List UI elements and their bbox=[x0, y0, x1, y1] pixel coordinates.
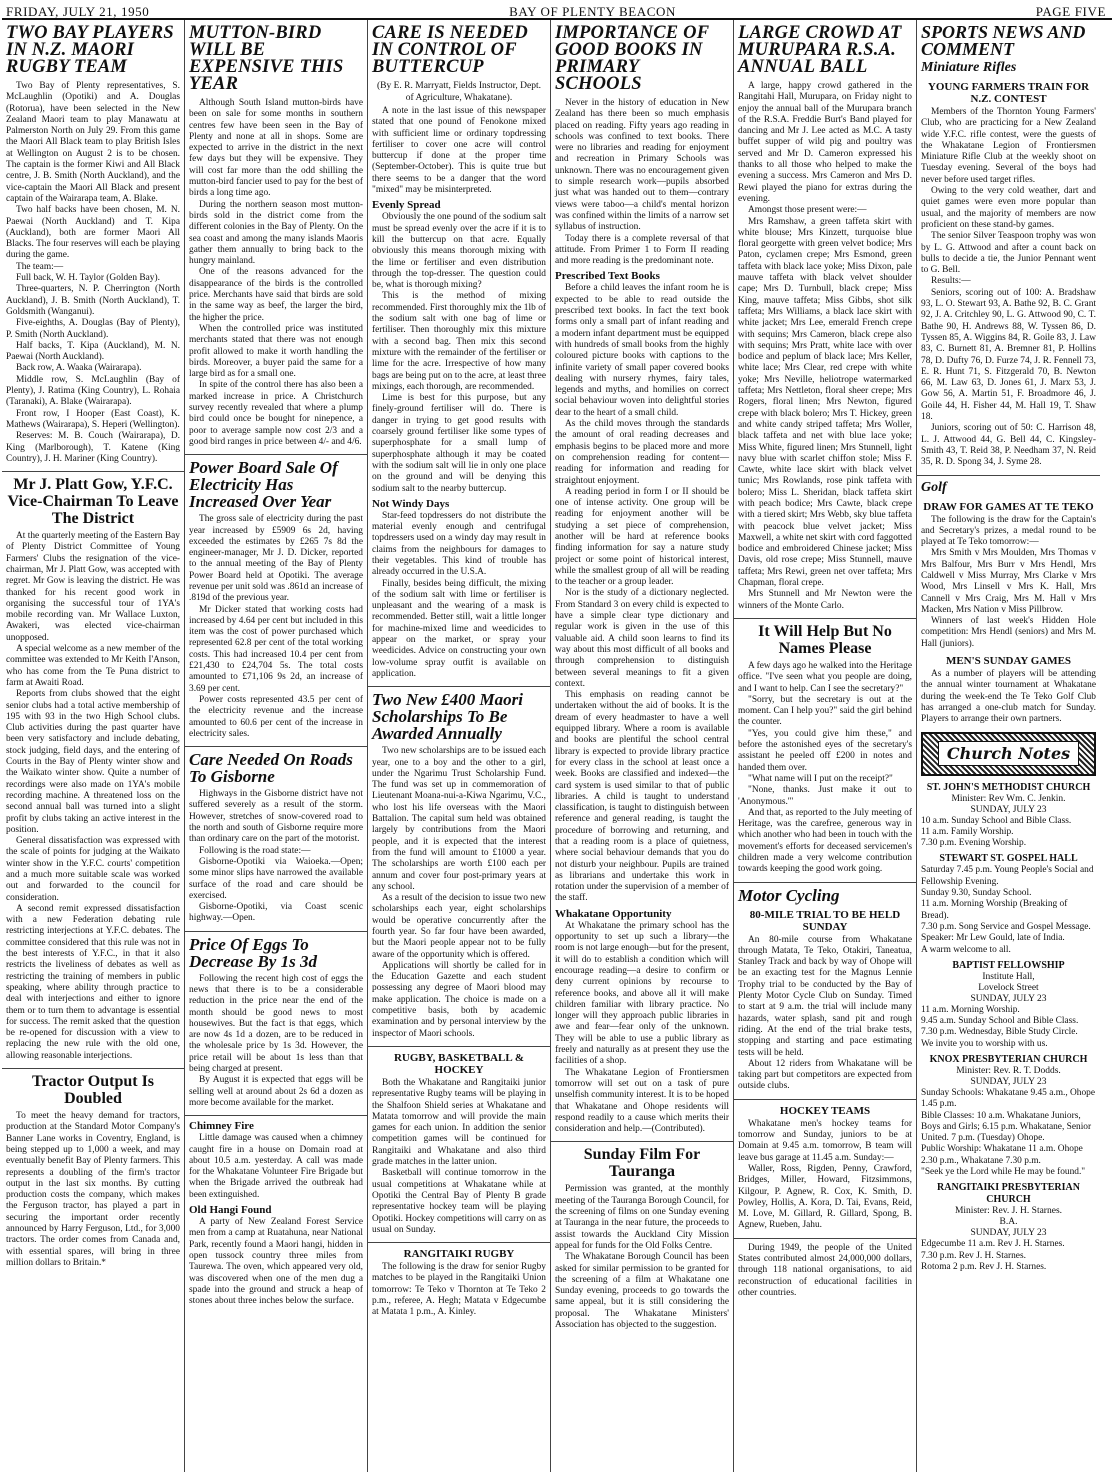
masthead-page-number: PAGE FIVE bbox=[1035, 4, 1106, 19]
article-te-teko-draw bbox=[921, 515, 1096, 651]
church-gospel-hall: STEWART ST. GOSPEL HALL bbox=[939, 853, 1078, 865]
paragraph: Front row, I Hooper (East Coast), K. Mathews (Wairarapa), S. Heperi (Wellington). bbox=[6, 408, 180, 430]
church-service-line: 11 a.m. Morning Worship (Breaking of Bread). bbox=[921, 899, 1068, 921]
article-chimney-fire bbox=[189, 1133, 363, 1201]
paragraph: Members of the Thornton Young Farmers' Club, who are practicing for a New Zealand wide Y.F.C. rifle contest, were the guests of the Whakatane Legion of Frontiersmen Miniature Rifle Club at the weekly shoot on Tuesday evening. Several of the boys had never before used target rifles. bbox=[921, 107, 1096, 185]
church-service-line: A warm welcome to all. bbox=[921, 944, 1011, 955]
church-service-line: Rotoma 2 p.m. Rev J. H. Starnes. bbox=[921, 1261, 1047, 1272]
headline-platt-gow: Mr J. Platt Gow, Y.F.C. Vice-Chairman To Leave The District bbox=[7, 476, 179, 528]
paragraph: Reports from clubs showed that the eight senior clubs had a total active membership of 195 with 93 in the two High School clubs. Club activities during the past quarter have been very satisfactory and include debating, stock judging, field days, and the entering of Courts in the Bay of Plenty winter show and the Waikato winter show. Quite a number of recordings were also made on 1YA's mobile recording machine. A threatened loss on the second annual ball was turned into a slight profit by clubs taking an active interest in the position. bbox=[6, 689, 180, 835]
church-service-line: 9.45 a.m. Sunday School and Bible Class. bbox=[921, 1016, 1079, 1027]
article-motor-cycling bbox=[738, 935, 912, 1093]
article-maori-rugby bbox=[6, 81, 180, 465]
paragraph: As a number of players will be attending the annual winter tournament at Whakatane during the week-end the Te Teko Golf Club has arranged a one-club match for Sunday. Players to arrange their own partners. bbox=[921, 669, 1096, 725]
paragraph: And that, as reported to the July meeting of Heritage, was the carefree, generous way in which another who had been in touch with the movement's efforts for deceased servicemen's children made a very welcome contribution towards keeping the good work going. bbox=[738, 807, 912, 875]
paragraph: Permission was granted, at the monthly meeting of the Tauranga Borough Council, for the screening of films on one Sunday evening at Tauranga in the near future, the proceeds to assist towards the Auckland City Mission appeal for funds for the Old Folks Centre. bbox=[555, 1184, 729, 1251]
column-rule bbox=[185, 454, 367, 455]
paragraph: Waller, Ross, Rigden, Penny, Crawford, Bridges, Miller, Howard, Fitzsimmons, Kilgour, P. Agnew, R. Cox, K. Smith, D. Powley, Hollis, A. Kora, D. Tai, Evans, Reid, M. Love, M. Gillard, R. Gillard, Spong, B. Agnew, Rueben, Jahu. bbox=[738, 1163, 912, 1231]
church-detail-line: SUNDAY, JULY 23 bbox=[970, 993, 1047, 1004]
headline-maori-scholarships: Two New £400 Maori Scholarships To Be Awarded Annually bbox=[372, 690, 523, 744]
article-no-names bbox=[738, 661, 912, 876]
column-rule bbox=[734, 1099, 916, 1100]
church-detail-line: SUNDAY, JULY 23 bbox=[970, 1228, 1047, 1239]
paragraph: Two Bay of Plenty representatives, S. McLaughlin (Opotiki) and A. Douglas (Rotorua), have been selected in the New Zealand Maori team to play Manawatu at Palmerston North on July 29. From this game the Maori All Black team to play British Isles at Wellington on August 2 is to be chosen. The captain is the former Kiwi and All Black centre, J. B. Smith (North Auckland), and the vice-captain the Maori All Black and present captain of the Wairarapa team, A. Blake. bbox=[6, 81, 180, 204]
paragraph: To meet the heavy demand for tractors, production at the Standard Motor Company's Banner Lane works in Coventry, England, is being stepped up to 1,000 a week, and may eventually benefit Bay of Plenty farmers. This represents a doubling of the firm's tractor output in the last six months. By cutting production costs the company, which makes the Ferguson tractor, has played a part in securing the important order recently announced by Harry Ferguson, Ltd., for 3,000 tractors. The order comes from Canada and, with essential spares, will bring in three million dollars to Britain.* bbox=[6, 1111, 180, 1268]
paragraph: Gisborne-Opotiki via Waioeka.—Open; some minor slips have narrowed the available surface of the road and care should be exercised. bbox=[189, 856, 363, 901]
paragraph: As the child moves through the standards the amount of oral reading decreases and emphasis begins to be placed more and more on comprehension reading for content—reading for information and reading for straightout enjoyment. bbox=[555, 419, 729, 486]
column-1 bbox=[2, 20, 185, 1472]
subhead-80-mile-trial: 80-MILE TRIAL TO BE HELD SUNDAY bbox=[749, 908, 901, 933]
paragraph: The Whakatane Legion of Frontiersmen tomorrow will set out on a task of pure unselfish community interest. It is to be hoped that Whakatane and Ohope residents will respond readily to a cause which merits their consideration and help.—(Contributed). bbox=[555, 1067, 729, 1135]
paragraph: A large, happy crowd gathered in the Rangitahi Hall, Murupara, on Friday night to enjoy the annual ball of the Murupara branch of the R.S.A. Freddie Burt's Band played for dancing and Mr J. Lee acted as M.C. A tasty buffet supper of wild pig and poultry was served and Mr D. Cameron expressed his thanks to all those who helped to make the evening a success. Mrs Cameron and Mrs D. Rewi played the piano for extras during the evening. bbox=[738, 81, 912, 204]
column-rule bbox=[368, 1242, 550, 1243]
paragraph: Three-quarters, N. P. Cherrington (North Auckland), J. B. Smith (North Auckland), T. Goldsmith (Wanganui). bbox=[6, 284, 180, 317]
church-service-line: 7.30 p.m. Evening Worship. bbox=[921, 838, 1027, 849]
column-rule bbox=[185, 746, 367, 747]
paragraph: During the northern season most mutton-birds sold in the district come from the different colonies in the Bay of Plenty. On the sea coast and among the many islands Maoris gather them annually to bring back to the hungry mainland. bbox=[189, 199, 363, 267]
paragraph: Finally, besides being difficult, the mixing of the sodium salt with lime or fertiliser is unpleasant and the wearing of a mask is recommended. Better still, wait a little longer for machine-mixed lime and weedicides to appear on the market, or spray your weedicides. Advice on constructing your own low-volume spray outfit is available on application. bbox=[372, 578, 546, 679]
column-3 bbox=[368, 20, 551, 1472]
column-rule bbox=[185, 1115, 367, 1116]
article-rangitaiki-rugby bbox=[372, 1262, 546, 1318]
paragraph: An 80-mile course from Whakatane through Matata, Te Teko, Otakiri, Taneatua, Stanley Track and back by way of Ohope will be an exacting test for the Magnus Lennie Trophy trial to be conducted by the Bay of Plenty Motor Cycle Club on Sunday. Timed to start at 9 a.m. the trial will include many hazards, water splash, sand pit and rough riding. At the end of the trial brake tests, stopping and starting and pace estimating tests will be held. bbox=[738, 934, 912, 1058]
section-golf: Golf bbox=[921, 479, 947, 495]
paragraph: A party of New Zealand Forest Service men from a camp at Ruatahuna, near National Park, recently found a Maori hangi, hidden in open tussock country three miles from Taurewa. The oven, which appeared very old, was discovered when one of the men dug a spade into the ground and struck a heap of stones about three inches below the surface. bbox=[189, 1217, 363, 1307]
headline-buttercup: CARE IS NEEDED IN CONTROL OF BUTTERCUP bbox=[372, 23, 528, 77]
church-service-line: Sunday 9.30, Sunday School. bbox=[921, 888, 1032, 899]
article-old-hangi bbox=[189, 1217, 363, 1307]
paragraph: Reserves: M. B. Couch (Wairarapa), D. King (Marlborough), T. Katene (King Country), J. H. Mariner (King Country). bbox=[6, 431, 180, 464]
church-service-line: 7.30 p.m. Song Service and Gospel Message. Speaker: Mr Lew Gould, late of India. bbox=[921, 921, 1091, 944]
paragraph: "Yes, you could give him these," and before the astonished eyes of the secretary's assistant he peeled off £200 in notes and handed them over. bbox=[738, 728, 912, 773]
headline-price-eggs: Price Of Eggs To Decrease By 1s 3d bbox=[189, 934, 317, 971]
article-roads-gisborne bbox=[189, 789, 363, 925]
church-service-line: 11 a.m. Family Worship. bbox=[921, 826, 1014, 837]
church-rangitaiki: RANGITAIKI PRESBYTERIAN CHURCH bbox=[937, 1182, 1080, 1206]
headline-tractor-output: Tractor Output Is Doubled bbox=[31, 1073, 155, 1108]
column-rule bbox=[551, 1141, 733, 1142]
paragraph: Amongst those present were:— bbox=[748, 205, 867, 216]
paragraph: Star-feed topdressers do not distribute the material evenly enough and centrifugal topdressers used on a windy day may result in claims from the neighbours for damages to their vegetables. This kind of trouble has already occurred in the U.S.A. bbox=[372, 510, 546, 578]
paragraph: About 12 riders from Whakatane will be taking part but competitors are expected from outside clubs. bbox=[738, 1058, 912, 1092]
church-baptist-details bbox=[921, 972, 1096, 1005]
article-platt-gow bbox=[6, 531, 180, 1062]
church-notes-banner bbox=[921, 732, 1096, 776]
church-gospel-hall-services bbox=[921, 865, 1096, 955]
church-rangitaiki-details bbox=[921, 1206, 1096, 1239]
paragraph: Middle row, S. McLaughlin (Bay of Plenty), J. Ratima (King Country), L. Rohaia (Taranaki), A. Blake (Wairarapa). bbox=[6, 374, 180, 408]
paragraph: Mrs Ramshaw, a green taffeta skirt with white blouse; Mrs Kinzett, turquoise blue floral georgette with green velvet bodice; Mrs Paton, cyclamen crepe; Mrs Esmond, green taffeta with black lace yoke; Miss Dixon, pale mauve taffeta with black velvet shoulder cape; Mrs D. Turnbull, black crepe; Miss King, mauve taffeta; Miss Gibbs, shot silk taffeta; Mrs Williams, a black lace skirt with white jacket; Mrs Lee, emerald French crepe with sequins; Mrs Cameron, black crepe also with sequins; Mrs Pratt, white lace with over bodice and peplum of black lace; Mrs Keller, white lace; Mrs Clear, red crepe with white yoke; Mrs Neville, heliotrope watermarked taffeta; Mrs Nettleton, floral sheer crepe; Mrs Rogers, floral linen; Mrs Newton, figured crepe with black bolero; Mrs T. Hickey, green and white candy striped taffeta; Mrs Woller, black taffeta and net with blue lace yoke; Miss White, figured linen; Mrs Stunnell, light navy blue with scarlet chiffon stole; Miss F. Cawte, white lace skirt with black velvet tunic; Mrs Rowlands, rose pink taffeta with bolero; Miss L. Sheridan, black taffeta skirt with peach bodice; Mrs Cawte, black crepe with a tiered skirt; Mrs Webb, sky blue taffeta with peacock blue velvet jacket; Miss Maxwell, a white net skirt with cord faggotted bodice and embroidered Chinese jacket; Miss Davis, old rose crepe; Miss Stunnell, mauve taffeta; Mrs Rewi, green net over taffeta; Mrs Chapman, floral crepe. bbox=[738, 216, 912, 589]
church-service-line: Edgecumbe 11 a.m. Rev J. H. Starnes. bbox=[921, 1239, 1065, 1250]
paragraph: Whakatane men's hockey teams for tomorrow and Sunday, juniors to be at Domain at 9.45 a.m. tomorrow, B team will leave bus garage at 11.45 a.m. Sunday:— bbox=[738, 1118, 912, 1163]
church-service-line: Bible Classes: 10 a.m. Whakatane Juniors, Boys and Girls; 6.15 p.m. Whakatane, Senior United. 7 p.m. (Tuesday) Ohope. bbox=[921, 1110, 1092, 1144]
paragraph: Obviously the one pound of the sodium salt must be spread evenly over the acre if it is to kill the buttercup on that acre. Equally obviously this means thorough mixing with the lime or fertiliser and even distribution through the top-dresser. The question could be, what is thorough mixing? bbox=[372, 212, 546, 291]
church-baptist: BAPTIST FELLOWSHIP bbox=[952, 959, 1065, 971]
article-price-eggs bbox=[189, 974, 363, 1110]
paragraph: Both the Whakatane and Rangitaiki junior representative Rugby teams will be playing in the Shalfoon Shield series at Whakatane and Matata tomorrow and will provide the main games for each union. In addition the senior competition games will be continued for Rangitaiki and Whakatane and also third grade matches in the latter union. bbox=[372, 1077, 546, 1168]
article-prescribed-text-books bbox=[555, 283, 729, 904]
paragraph: The following is the draw for the Captain's and Secretary's prizes, a medal round to be played at Te Teko tomorrow:— bbox=[921, 514, 1096, 548]
paragraph: Half backs, T. Kipa (Auckland), M. N. Paewai (North Auckland). bbox=[6, 340, 180, 363]
subhead-mens-sunday-games: MEN'S SUNDAY GAMES bbox=[945, 655, 1072, 668]
subhead-te-teko-draw: DRAW FOR GAMES AT TE TEKO bbox=[923, 500, 1094, 513]
subhead-old-hangi: Old Hangi Found bbox=[189, 1204, 272, 1217]
church-detail-line: Lovelock Street bbox=[978, 982, 1039, 993]
paragraph: Five-eighths, A. Douglas (Bay of Plenty), P. Smith (North Auckland). bbox=[6, 318, 180, 340]
church-st-johns-services bbox=[921, 816, 1096, 850]
byline-buttercup: (By E. R. Marryatt, Fields Instructor, Dept. of Agriculture, Whakatane). bbox=[377, 81, 541, 103]
paragraph: Power costs represented 43.5 per cent of the electricity revenue and the increase amounted to 60.6 per cent of the increase in electricity sales. bbox=[189, 694, 363, 739]
paragraph: Mrs Smith v Mrs Moulden, Mrs Thomas v Mrs Balfour, Mrs Burr v Mrs Hendl, Mrs Caldwell v Miss Murray, Mrs Clarke v Mrs Wood, Mrs Linsell v Mrs K. Hall, Mrs Cannell v Mrs Craig, Mrs M. Hall v Mrs Macken, Mrs Nation v Miss Pillbrow. bbox=[921, 548, 1096, 615]
church-detail-line: Institute Hall, bbox=[982, 971, 1035, 982]
headline-sunday-film: Sunday Film For Tauranga bbox=[583, 1146, 701, 1181]
column-rule bbox=[917, 475, 1100, 476]
subhead-young-farmers: YOUNG FARMERS TRAIN FOR N.Z. CONTEST bbox=[927, 81, 1090, 105]
subhead-not-windy-days: Not Windy Days bbox=[372, 497, 450, 510]
paragraph: Nor is the study of a dictionary neglected. From Standard 3 on every child is expected to have a simple clear type dictionary and regular work is given in the use of this valuable aid. A child soon learns to find its way about this most difficult of all books and through comprehension to distinguish between several meanings to fit a given context. bbox=[555, 588, 729, 689]
paragraph: The team:— bbox=[16, 261, 64, 272]
church-service-line: We invite you to worship with us. bbox=[921, 1038, 1048, 1049]
paragraph: A reading period in form I or II should be one of intense activity. One group will be reading for enjoyment another will be studying a set piece of comprehension, another will be hard at reference books finding information for say a nature study project or some point of historical interest, while the smallest group of all will be reading to the teacher or a group leader. bbox=[555, 486, 729, 588]
section-miniature-rifles: Miniature Rifles bbox=[921, 60, 1017, 75]
church-service-line: "Seek ye the Lord while He may be found." bbox=[921, 1167, 1086, 1178]
paragraph: General dissatisfaction was expressed with the scale of points for judging at the Waikato winter show in the Y.F.C. courts' competition and a much more suitable scale was worked out and forwarded to the council for consideration. bbox=[6, 836, 180, 903]
article-sunday-film bbox=[555, 1184, 729, 1331]
paragraph: At Whakatane the primary school has the opportunity to set up such a library—the room is not large enough—but for the present, it will do to establish a condition which will encourage reading—a desire to confirm or deny current opinions by recourse to reference books, and above all it will make children familiar with library practice. No longer will they approach public libraries in awe and fear—fear only of the unknown. They will be able to use a public library as freely and naturally as at present they use the facilities of a shop. bbox=[555, 920, 729, 1067]
column-2 bbox=[185, 20, 368, 1472]
headline-hockey-teams: HOCKEY TEAMS bbox=[779, 1104, 871, 1117]
paragraph: During 1949, the people of the United States contributed almost 24,000,000 dollars, through 118 national organisations, to aid reconstruction of educational facilities in other countries. bbox=[738, 1242, 912, 1298]
column-4 bbox=[551, 20, 734, 1472]
paragraph: One of the reasons advanced for the disappearance of the birds is the controlled price. Merchants have said that birds are sold in the same way as beef, the larger the bird, the higher the price. bbox=[189, 267, 363, 323]
column-rule bbox=[734, 1238, 916, 1239]
column-5 bbox=[734, 20, 917, 1472]
article-young-farmers bbox=[921, 107, 1096, 469]
church-baptist-services bbox=[921, 1005, 1096, 1050]
paragraph: Owing to the very cold weather, dart and quiet games were even more popular than usual, and the majority of members are now proficient on these stand-by games. bbox=[921, 186, 1096, 230]
paragraph: As a result of the decision to issue two new scholarships each year, eight scholarships would be operative concurrently after the fourth year. So far four have been awarded, but the Maori people appear not to be fully aware of the opportunity which is offered. bbox=[372, 893, 546, 960]
column-rule bbox=[185, 931, 367, 932]
headline-rugby-basketball-hockey: RUGBY, BASKETBALL & HOCKEY bbox=[393, 1051, 525, 1076]
paragraph: Although South Island mutton-birds have been on sale for some months in southern centres few have been seen in the Bay of Plenty and none at all in shops. Some are expected to arrive in the district in the next few days but they will be expensive. They will cost far more than the odd shilling the mutton-bird fancier used to pay for the best of birds a long time ago. bbox=[189, 98, 363, 199]
subhead-prescribed-text-books: Prescribed Text Books bbox=[555, 270, 660, 283]
paragraph: Basketball will continue tomorrow in the usual competitions at Whakatane while at Opotiki the Central Bay of Plenty B grade representative hockey team will be playing Opotiki. Hockey competitions will carry on as usual on Sunday. bbox=[372, 1168, 546, 1235]
article-buttercup-intro bbox=[372, 106, 546, 196]
headline-power-board: Power Board Sale Of Electricity Has Increased Over Year bbox=[189, 458, 338, 512]
paragraph: Two new scholarships are to be issued each year, one to a boy and the other to a girl, under the Ngarimu Trust Scholarship Fund. The fund was set up in commemoration of Lieutenant Moana-nui-a-Kiwa Ngarimu, V.C., who lost his life overseas with the Maori Battalion. The capital sum held was obtained largely by contributions from the Maori people, and it is expected that the interest from the fund will amount to £1000 a year. The scholarships are worth £100 each per annum and cover four post-primary years at any school. bbox=[372, 746, 546, 892]
column-6 bbox=[917, 20, 1100, 1472]
church-service-line: 7.30 p.m. Rev J. H. Starnes. bbox=[921, 1250, 1026, 1261]
paragraph: By August it is expected that eggs will be selling well at around about 2s 6d a dozen as more become available for the market. bbox=[189, 1075, 363, 1108]
paragraph: A special welcome as a new member of the committee was extended to Mr Keith I'Anson, who has come from the Te Puna district to farm at Awaiti Road. bbox=[6, 644, 180, 688]
paragraph: Following is the road state:— bbox=[199, 845, 311, 856]
article-hockey-teams bbox=[738, 1119, 912, 1232]
masthead bbox=[2, 2, 1112, 20]
paragraph: When the controlled price was instituted merchants stated that there was not enough profit allowed to make it worth handling the birds. Moreover, a buyer paid the same for a large bird as for a small one. bbox=[189, 323, 363, 380]
column-rule bbox=[368, 1046, 550, 1047]
subhead-chimney-fire: Chimney Fire bbox=[189, 1120, 254, 1133]
headline-motor-cycling: Motor Cycling bbox=[738, 885, 840, 905]
article-maori-scholarships bbox=[372, 746, 546, 1040]
headline-murupara-ball: LARGE CROWD AT MURUPARA R.S.A. ANNUAL BALL bbox=[738, 23, 902, 77]
newspaper-page bbox=[2, 2, 1112, 1478]
paragraph: Mr Dicker stated that working costs had increased by 4.64 per cent but included in this item was the cost of power purchased which represented 62.8 per cent of the total working costs. This had increased 10.4 per cent from £21,430 to £24,704 5s. The total costs amounted to £71,106 9s 2d, an increase of 3.69 per cent. bbox=[189, 604, 363, 694]
church-notes-title: Church Notes bbox=[938, 741, 1079, 766]
paragraph: The gross sale of electricity during the past year increased by £5909 6s 2d, having exceeded the estimates by £265 7s 8d the engineer-manager, Mr J. D. Dicker, reported to the annual meeting of the Bay of Plenty Power Board held at Opotiki. The average revenue per unit sold was .861d an increase of .819d of the previous year. bbox=[189, 514, 363, 604]
paragraph: At the quarterly meeting of the Eastern Bay of Plenty District Committee of Young Farmers' Clubs the resignation of the vice-chairman, Mr J. Platt Gow, was accepted with regret. Mr Gow is leaving the district. He was thanked for his recent good work in organising the successful tour of 1YA's mobile recording van. Mr Wallace Luxton, Awakeri, was elected vice-chairman unopposed. bbox=[6, 531, 180, 643]
paragraph: Little damage was caused when a chimney caught fire in a house on Domain road at about 10.5 a.m. yesterday. A call was made for the Whakatane Volunteer Fire Brigade but when the Brigade arrived the outbreak had been extinguished. bbox=[189, 1133, 363, 1200]
column-rule bbox=[2, 471, 184, 472]
paragraph: The senior Silver Teaspoon trophy was won by L. G. Attwood and after a count back on bulls to decide a tie, the Junior Pennant went to G. Bell. bbox=[921, 231, 1096, 276]
paragraph: "None, thanks. Just make it out to 'Anonymous.'" bbox=[738, 785, 912, 807]
headline-good-books: IMPORTANCE OF GOOD BOOKS IN PRIMARY SCHOOLS bbox=[555, 23, 709, 94]
church-detail-line: B.A. bbox=[999, 1217, 1018, 1228]
paragraph: Following the recent high cost of eggs the news that there is to be a considerable reduction in the price near the end of the month should be good news to most housewives. But the fact is that eggs, which are now 4s 1d a dozen, are to be reduced in the wholesale price by 1s 3d. However, the price retail will be about 1s less than that being charged at present. bbox=[189, 973, 363, 1075]
article-us-contributions bbox=[738, 1243, 912, 1299]
subhead-whakatane-opportunity: Whakatane Opportunity bbox=[555, 907, 672, 920]
column-rule bbox=[2, 1068, 184, 1069]
headline-mutton-bird: MUTTON-BIRD WILL BE EXPENSIVE THIS YEAR bbox=[189, 23, 344, 94]
column-rule bbox=[368, 686, 550, 687]
headline-maori-rugby: TWO BAY PLAYERS IN N.Z. MAORI RUGBY TEAM bbox=[6, 23, 174, 77]
paragraph: Results:— bbox=[931, 276, 971, 287]
article-whakatane-opportunity bbox=[555, 921, 729, 1136]
church-knox-services bbox=[921, 1088, 1096, 1178]
columns bbox=[2, 20, 1112, 1472]
paragraph: Today there is a complete reversal of that attitude. From Primer 1 to Form II reading and more reading is the predominant note. bbox=[555, 233, 729, 267]
paragraph: A note in the last issue of this newspaper stated that one pound of Fenokone mixed with sufficient lime or ordinary topdressing fertiliser to cover one acre will control buttercup if done at the proper time (September-October). This is quite true but there seems to be a danger that the word "mixed" may be misinterpreted. bbox=[372, 106, 546, 196]
article-tractor-output bbox=[6, 1111, 180, 1269]
church-service-line: 7.30 p.m. Wednesday, Bible Study Circle. bbox=[921, 1027, 1078, 1038]
church-knox-details bbox=[921, 1066, 1096, 1088]
paragraph: Highways in the Gisborne district have not suffered severely as a result of the storm. However, stretches of snow-covered road to the north and south of Gisborne require more than ordinary care on the part of the motorist. bbox=[189, 789, 363, 845]
church-service-line: 10 a.m. Sunday School and Bible Class. bbox=[921, 815, 1072, 826]
church-knox: KNOX PRESBYTERIAN CHURCH bbox=[929, 1054, 1088, 1065]
headline-rangitaiki-rugby: RANGITAIKI RUGBY bbox=[403, 1248, 515, 1261]
article-rugby-basketball-hockey bbox=[372, 1078, 546, 1236]
subhead-evenly-spread: Evenly Spread bbox=[372, 199, 441, 212]
church-st-johns: ST. JOHN'S METHODIST CHURCH bbox=[926, 781, 1091, 793]
paragraph: Lime is best for this purpose, but any finely-ground fertiliser will do. There is danger in trying to get good results with coarsely ground fertiliser like some types of superphosphate for a small lump of superphosphate although it may be coated with the sodium salt will lie in only one place on the ground and will be denying this sodium salt to the nearby buttercup. bbox=[372, 393, 546, 494]
church-detail-line: Minister: Rev. R. T. Dodds. bbox=[956, 1066, 1061, 1076]
masthead-date: FRIDAY, JULY 21, 1950 bbox=[6, 4, 150, 19]
paragraph: Never in the history of education in New Zealand has there been so much emphasis placed on reading. Fifty years ago reading in schools was confined to text books. There were no libraries and reading for enjoyment and recreation in Primary Schools was unknown. There was no encouragement given to simple research work—pupils absorbed just what was handed out to them—contrary views were taboo—a child's mental horizon was confined within the limits of a narrow set syllabus of instruction. bbox=[555, 98, 729, 233]
paragraph: A few days ago he walked into the Heritage office. "I've seen what you people are doing, and I want to help. Can I see the secretary?" bbox=[738, 660, 913, 694]
masthead-paper-name: BAY OF PLENTY BEACON bbox=[509, 4, 676, 19]
church-detail-line: SUNDAY, JULY 23 bbox=[970, 1077, 1047, 1087]
paragraph: Mrs Stunnell and Mr Newton were the winners of the Monte Carlo. bbox=[738, 589, 912, 611]
church-detail-line: SUNDAY, JULY 23 bbox=[970, 804, 1047, 815]
church-st-johns-details bbox=[921, 794, 1096, 816]
paragraph: This emphasis on reading cannot be undertaken without the aid of books. It is the dream of every headmaster to have a well equipped library. Where a room is available and books are plentiful the school central library is expected to provide library practice for every class in the school at least once a week. Books are classified and indexed—the card system is used similar to that of public libraries. A child is taught to understand classification, is taught to distinguish between reference and general reading, is taught the procedure of borrowing and returning, and that a reading room is a place of quietness, where social behaviour demands that you do not disturb your neighbour. Pupils are trained as librarians and undertake this work in rotation under the supervision of a member of the staff. bbox=[555, 690, 729, 904]
church-service-line: 11 a.m. Morning Worship. bbox=[921, 1004, 1020, 1015]
paragraph: "What name will I put on the receipt?" bbox=[748, 773, 893, 784]
church-detail-line: Minister: Rev Wm. C. Jenkin. bbox=[951, 793, 1066, 804]
paragraph: Juniors, scoring out of 50: C. Harrison 48, L. J. Attwood 44, G. Bell 44, C. Kingsley-Smith 43, T. Reid 38, P. Needham 37, N. Reid 35, R. D. Spong 34, J. Syme 28. bbox=[921, 423, 1096, 468]
article-mens-sunday-games bbox=[921, 669, 1096, 725]
church-service-line: Sunday Schools: Whakatane 9.45 a.m., Ohope 1.45 p.m. bbox=[921, 1088, 1096, 1110]
section-sports-news: SPORTS NEWS AND COMMENT bbox=[921, 22, 1086, 59]
church-rangitaiki-services bbox=[921, 1239, 1096, 1273]
paragraph: Gisborne-Opotiki, via Coast scenic highway.—Open. bbox=[189, 902, 363, 924]
article-mutton-bird bbox=[189, 98, 363, 448]
headline-roads-gisborne: Care Needed On Roads To Gisborne bbox=[189, 750, 353, 787]
column-rule bbox=[734, 882, 916, 883]
paragraph: In spite of the control there has also been a marked increase in price. A Christchurch survey recently revealed that where a plump bird could once be bought for ninepence, a poor to average sample now cost 2/3 and a good bird ranges in price between 4/- and 4/6. bbox=[189, 380, 363, 447]
column-rule bbox=[734, 618, 916, 619]
paragraph: Winners of last week's Hidden Hole competition: Mrs Hendl (seniors) and Mrs M. Hall (juniors). bbox=[921, 616, 1096, 649]
church-detail-line: Minister: Rev. J. H. Starnes. bbox=[954, 1206, 1063, 1217]
paragraph: "Sorry, but the secretary is out at the moment. Can I help you?" said the girl behind the counter. bbox=[738, 694, 912, 728]
paragraph: The following is the draw for senior Rugby matches to be played in the Rangitaiki Union tomorrow: Te Teko v Thornton at Te Teko 2 p.m., referee, A. Hegh; Matata v Edgecumbe at Matata 1 p.m., A. Kinley. bbox=[372, 1262, 546, 1318]
article-murupara-ball bbox=[738, 81, 912, 612]
article-evenly-spread bbox=[372, 212, 546, 494]
paragraph: Before a child leaves the infant room he is expected to be able to read outside the prescribed text books. In fact the text book forms only a small part of infant reading and a modern infant department must be equipped with hundreds of small books from the highly coloured picture books with captions to the infinite variety of small paper covered books dealing with nursery rhymes, fairy tales, legends and myths, and homilies on correct social behaviour woven into delightful stories dear to the heart of a small child. bbox=[555, 283, 729, 418]
article-not-windy-days bbox=[372, 511, 546, 680]
paragraph: Back row, A. Waaka (Wairarapa). bbox=[16, 363, 142, 374]
church-service-line: Public Worship: Whakatane 11 a.m. Ohope 2.30 p.m., Whakatane 7.30 p.m. bbox=[921, 1144, 1083, 1166]
article-power-board bbox=[189, 514, 363, 740]
paragraph: Applications will shortly be called for in the Education Gazette and each student possessing any degree of Maori blood may make application. The choice is made on a competitive basis, both by academic examination and by personal interview by the inspector of Maori schools. bbox=[372, 960, 546, 1039]
paragraph: Seniors, scoring out of 100: A. Bradshaw 93, L. O. Stewart 93, A. Bathe 92, B. C. Grant 92, J. A. Critchley 90, L. G. Attwood 90, C. T. Bathe 90, H. Andrews 88, W. Tyssen 86, D. Tyssen 85, A. Wiggins 84, R. Goile 83, J. Law 83, C. Burnett 81, A. Bremner 81, P. Hollins 78, D. Dufty 76, D. Furze 74, J. R. Fennell 73, E. R. Hunt 71, S. Fitzgerald 70, B. Newton 66, M. Law 63, D. Jones 61, J. Marx 53, J. Gow 56, A. Martin 51, F. Broadmore 46, J. Goile 44, H. Fisher 44, M. Hall 19, T. Shaw 18. bbox=[921, 287, 1096, 423]
headline-no-names: It Will Help But No Names Please bbox=[758, 622, 892, 657]
church-service-line: Saturday 7.45 p.m. Young People's Social and Fellowship Evening. bbox=[921, 865, 1094, 887]
paragraph: Two half backs have been chosen, M. N. Paewai (North Auckland) and T. Kipa (Auckland), both are former Maori All Blacks. The four reserves will each be playing during the game. bbox=[6, 205, 180, 261]
paragraph: The Whakatane Borough Council has been asked for similar permission to be granted for the screening of a film at Whakatane one Sunday evening, proceeds to go towards the same appeal, but it is still considering the proposal. The Whakatane Ministers' Association has objected to the suggestion. bbox=[555, 1252, 729, 1330]
article-good-books-intro bbox=[555, 98, 729, 267]
paragraph: A second remit expressed dissatisfaction with a new Federation debating rule restricting interjections at Y.F.C. debates. The committee considered that this rule was not in the best interests of Y.F.C., in that it also restricts the liveliness of debates as well as restricting the training of members in public speaking, where ability through practice to deal with interjections and either to ignore them or to turn them to advantage is essential for success. The remit asked that the question be re-opened for discussion with a view to replacing the new rule with the old one, allowing reasonable interjections. bbox=[6, 903, 180, 1061]
paragraph: This is the method of mixing recommended. First thoroughly mix the 1lb of the sodium salt with one bag of lime or fertiliser. Then thoroughly mix this mixture with a second bag. Then mix this second mixture with the remainder of the fertiliser or lime for the acre. Irrespective of how many bags are being put on to the acre, at least three mixings, each thorough, are recommended. bbox=[372, 291, 546, 392]
paragraph: Full back, W. H. Taylor (Golden Bay). bbox=[16, 273, 160, 284]
